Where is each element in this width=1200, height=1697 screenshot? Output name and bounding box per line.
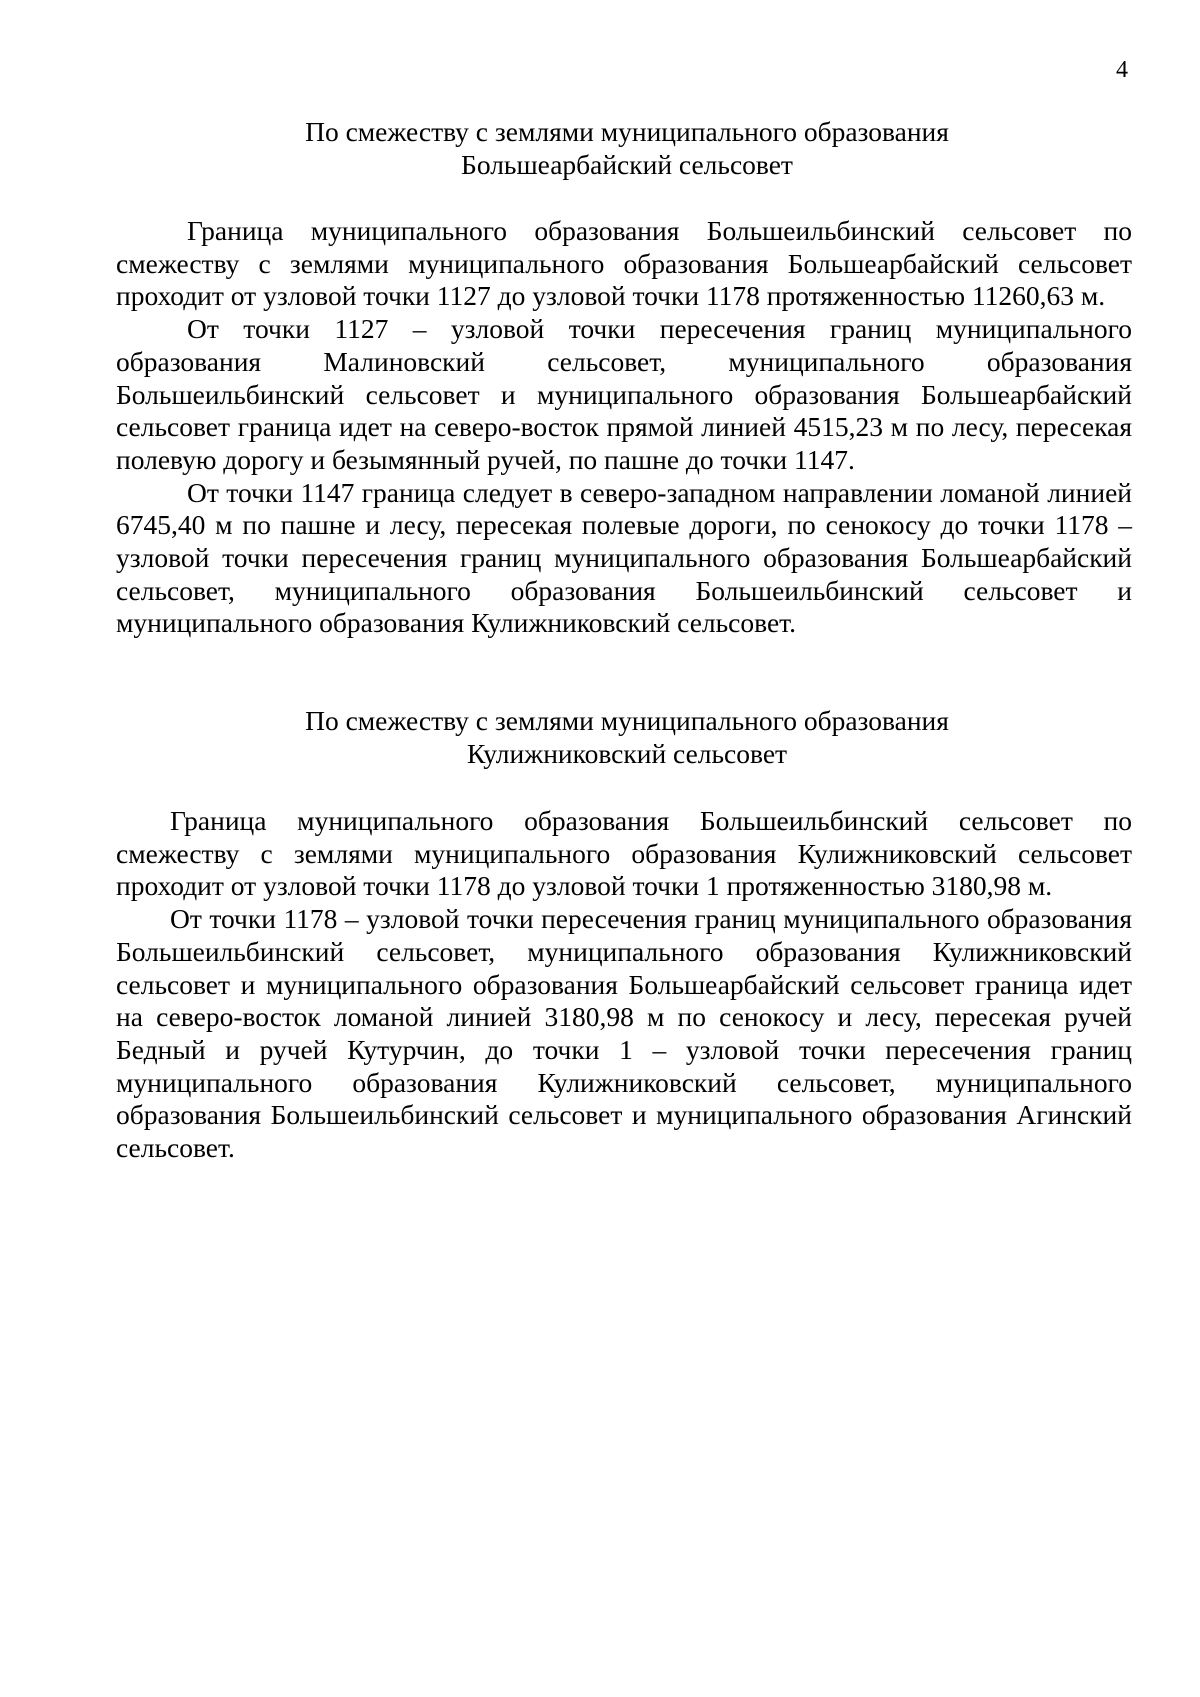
paragraph: От точки 1127 – узловой точки пересечения границ муниципального образования Малиновский сельсовет, муниципального образования Большеильбинский сельсовет и муниципального образования Большеарбайский сельсовет граница идет на северо-восток прямой линией 4515,23 м по лесу, пересекая полевую дорогу и безымянный ручей, по пашне до точки 1147. <box>116 313 1132 475</box>
paragraph: От точки 1147 граница следует в северо-западном направлении ломаной линией 6745,40 м по пашне и лесу, пересекая полевые дороги, по сенокосу до точки 1178 – узловой точки пересечения границ муниципального образования Большеарбайский сельсовет, муниципального образования Большеильбинский сельсовет и муниципального образования Кулижниковский сельсовет. <box>116 476 1132 639</box>
section-heading-line: Большеарбайский сельсовет <box>461 148 793 180</box>
section-heading <box>0 705 1200 770</box>
paragraph: Граница муниципального образования Большеильбинский сельсовет по смежеству с землями муниципального образования Кулижниковский сельсовет проходит от узловой точки 1178 до узловой точки 1 протяженностью 3180,98 м. <box>116 805 1132 902</box>
section-heading-line: По смежеству с землями муниципального образования <box>305 705 949 736</box>
paragraph: Граница муниципального образования Большеильбинский сельсовет по смежеству с землями муниципального образования Большеарбайский сельсовет проходит от узловой точки 1127 до узловой точки 1178 протяженностью 11260,63 м. <box>116 215 1132 312</box>
section-heading-line: По смежеству с землями муниципального образования <box>305 116 949 147</box>
section-heading <box>0 116 1200 181</box>
section-heading-line: Кулижниковский сельсовет <box>466 737 788 769</box>
paragraph: От точки 1178 – узловой точки пересечения границ муниципального образования Большеильбинский сельсовет, муниципального образования Кулижниковский сельсовет и муниципального образования Большеарбайский сельсовет граница идет на северо-восток ломаной линией 3180,98 м по сенокосу и лесу, пересекая ручей Бедный и ручей Кутурчин, до точки 1 – узловой точки пересечения границ муниципального образования Кулижниковский сельсовет, муниципального образования Большеильбинский сельсовет и муниципального образования Агинский сельсовет. <box>116 903 1132 1164</box>
section-body <box>116 805 1132 1165</box>
section-body <box>116 215 1132 640</box>
page-number: 4 <box>1116 57 1128 83</box>
